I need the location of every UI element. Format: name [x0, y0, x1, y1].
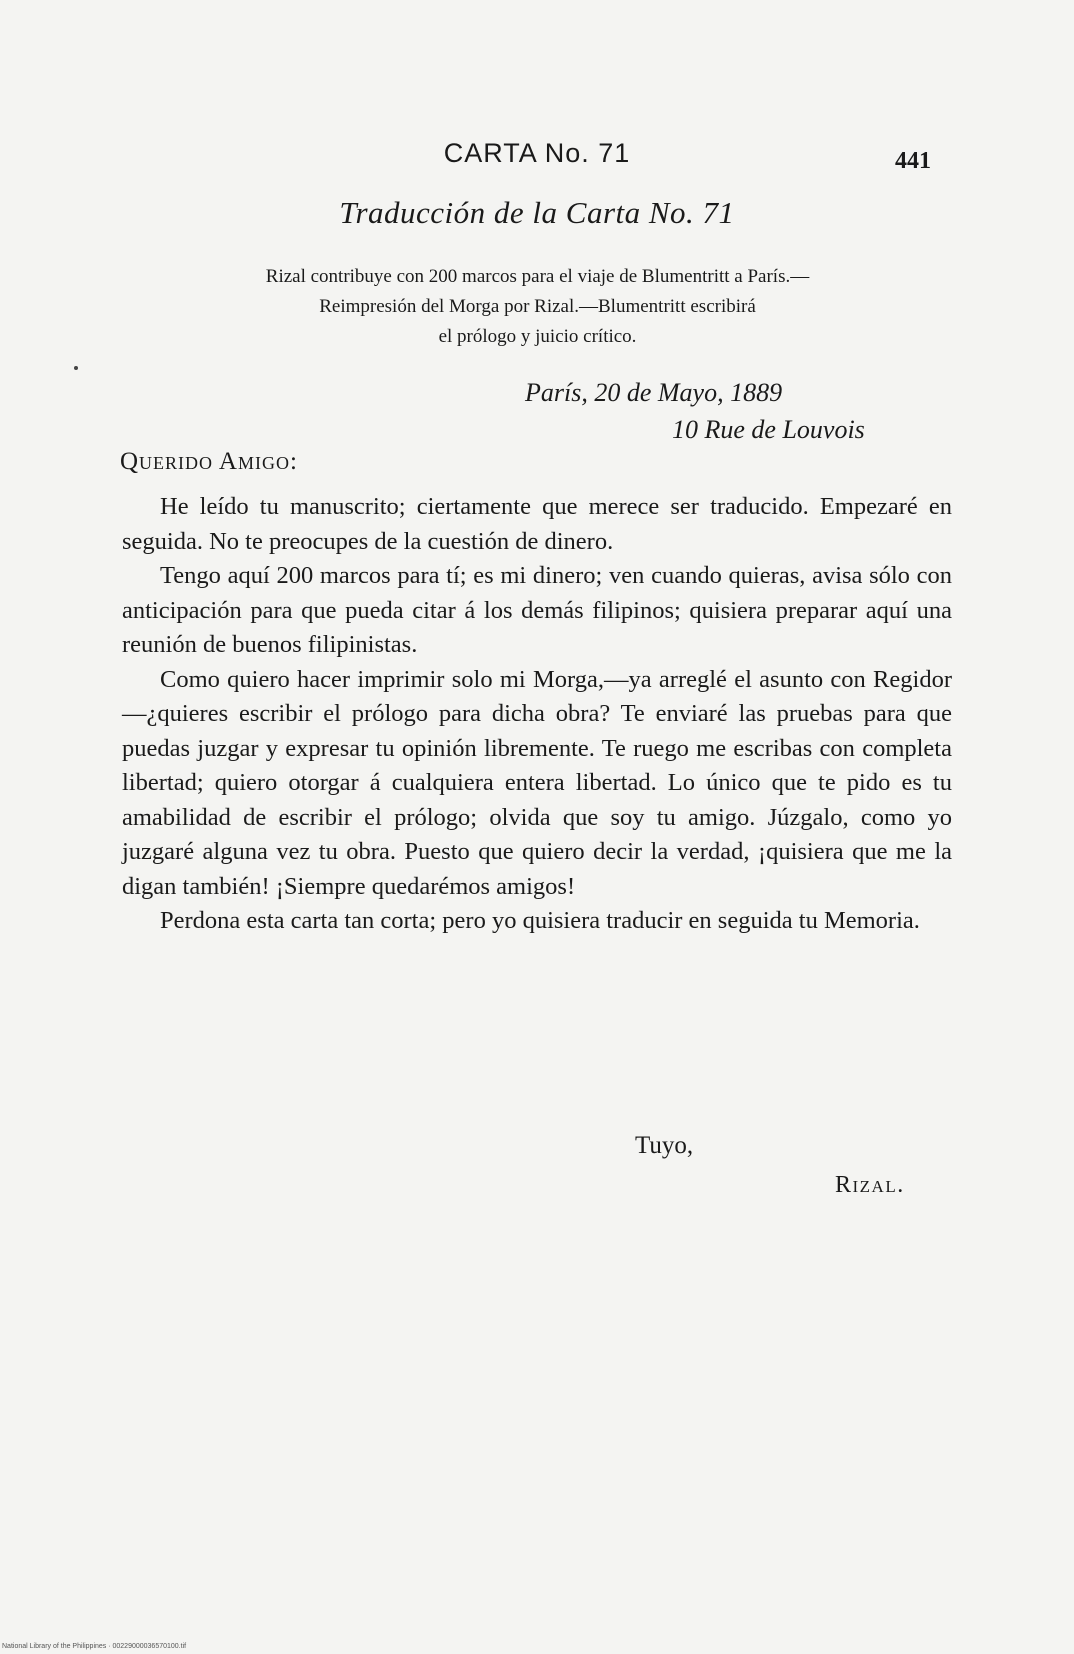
signature: Rizal.	[835, 1172, 905, 1198]
letter-body	[122, 490, 952, 939]
scan-credit: National Library of the Philippines · 00229000036570100.tif	[2, 1643, 187, 1650]
summary-line: el prólogo y juicio crítico.	[438, 326, 637, 347]
place-date: París, 20 de Mayo, 1889	[525, 378, 783, 407]
sender-address: 10 Rue de Louvois	[672, 415, 865, 444]
page-number: 441	[895, 148, 931, 174]
summary-line: Reimpresión del Morga por Rizal.—Blumentritt escribirá	[319, 296, 756, 317]
summary-line: Rizal contribuye con 200 marcos para el viaje de Blumentritt a París.—	[265, 266, 810, 287]
closing: Tuyo,	[635, 1132, 694, 1159]
paragraph: Como quiero hacer imprimir solo mi Morga,—ya arreglé el asunto con Regidor—¿quieres escribir el prólogo para dicha obra? Te enviaré las pruebas para que puedas juzgar y expresar tu opinión libremente. Te ruego me escribas con completa libertad; quiero otorgar á cualquiera entera libertad. Lo único que te pido es tu amabilidad de escribir el prólogo; olvida que soy tu amigo. Júzgalo, como yo juzgaré alguna vez tu obra. Puesto que quiero decir la verdad, ¡quisiera que me la digan también! ¡Siempre quedarémos amigos!	[122, 665, 952, 900]
letter-heading: CARTA No. 71	[443, 138, 631, 168]
paragraph: He leído tu manuscrito; ciertamente que merece ser traducido. Empezaré en seguida. No te preocupes de la cuestión de dinero.	[122, 493, 952, 555]
letter-summary	[120, 262, 955, 352]
paragraph: Tengo aquí 200 marcos para tí; es mi dinero; ven cuando quieras, avisa sólo con anticipación para que pueda citar á los demás filipinos; quisiera preparar aquí una reunión de buenos filipinistas.	[122, 562, 952, 658]
paragraph: Perdona esta carta tan corta; pero yo quisiera traducir en seguida tu Memoria.	[160, 907, 920, 934]
print-speck	[74, 366, 78, 370]
salutation: Querido Amigo:	[120, 448, 298, 475]
translation-subtitle: Traducción de la Carta No. 71	[339, 195, 735, 230]
